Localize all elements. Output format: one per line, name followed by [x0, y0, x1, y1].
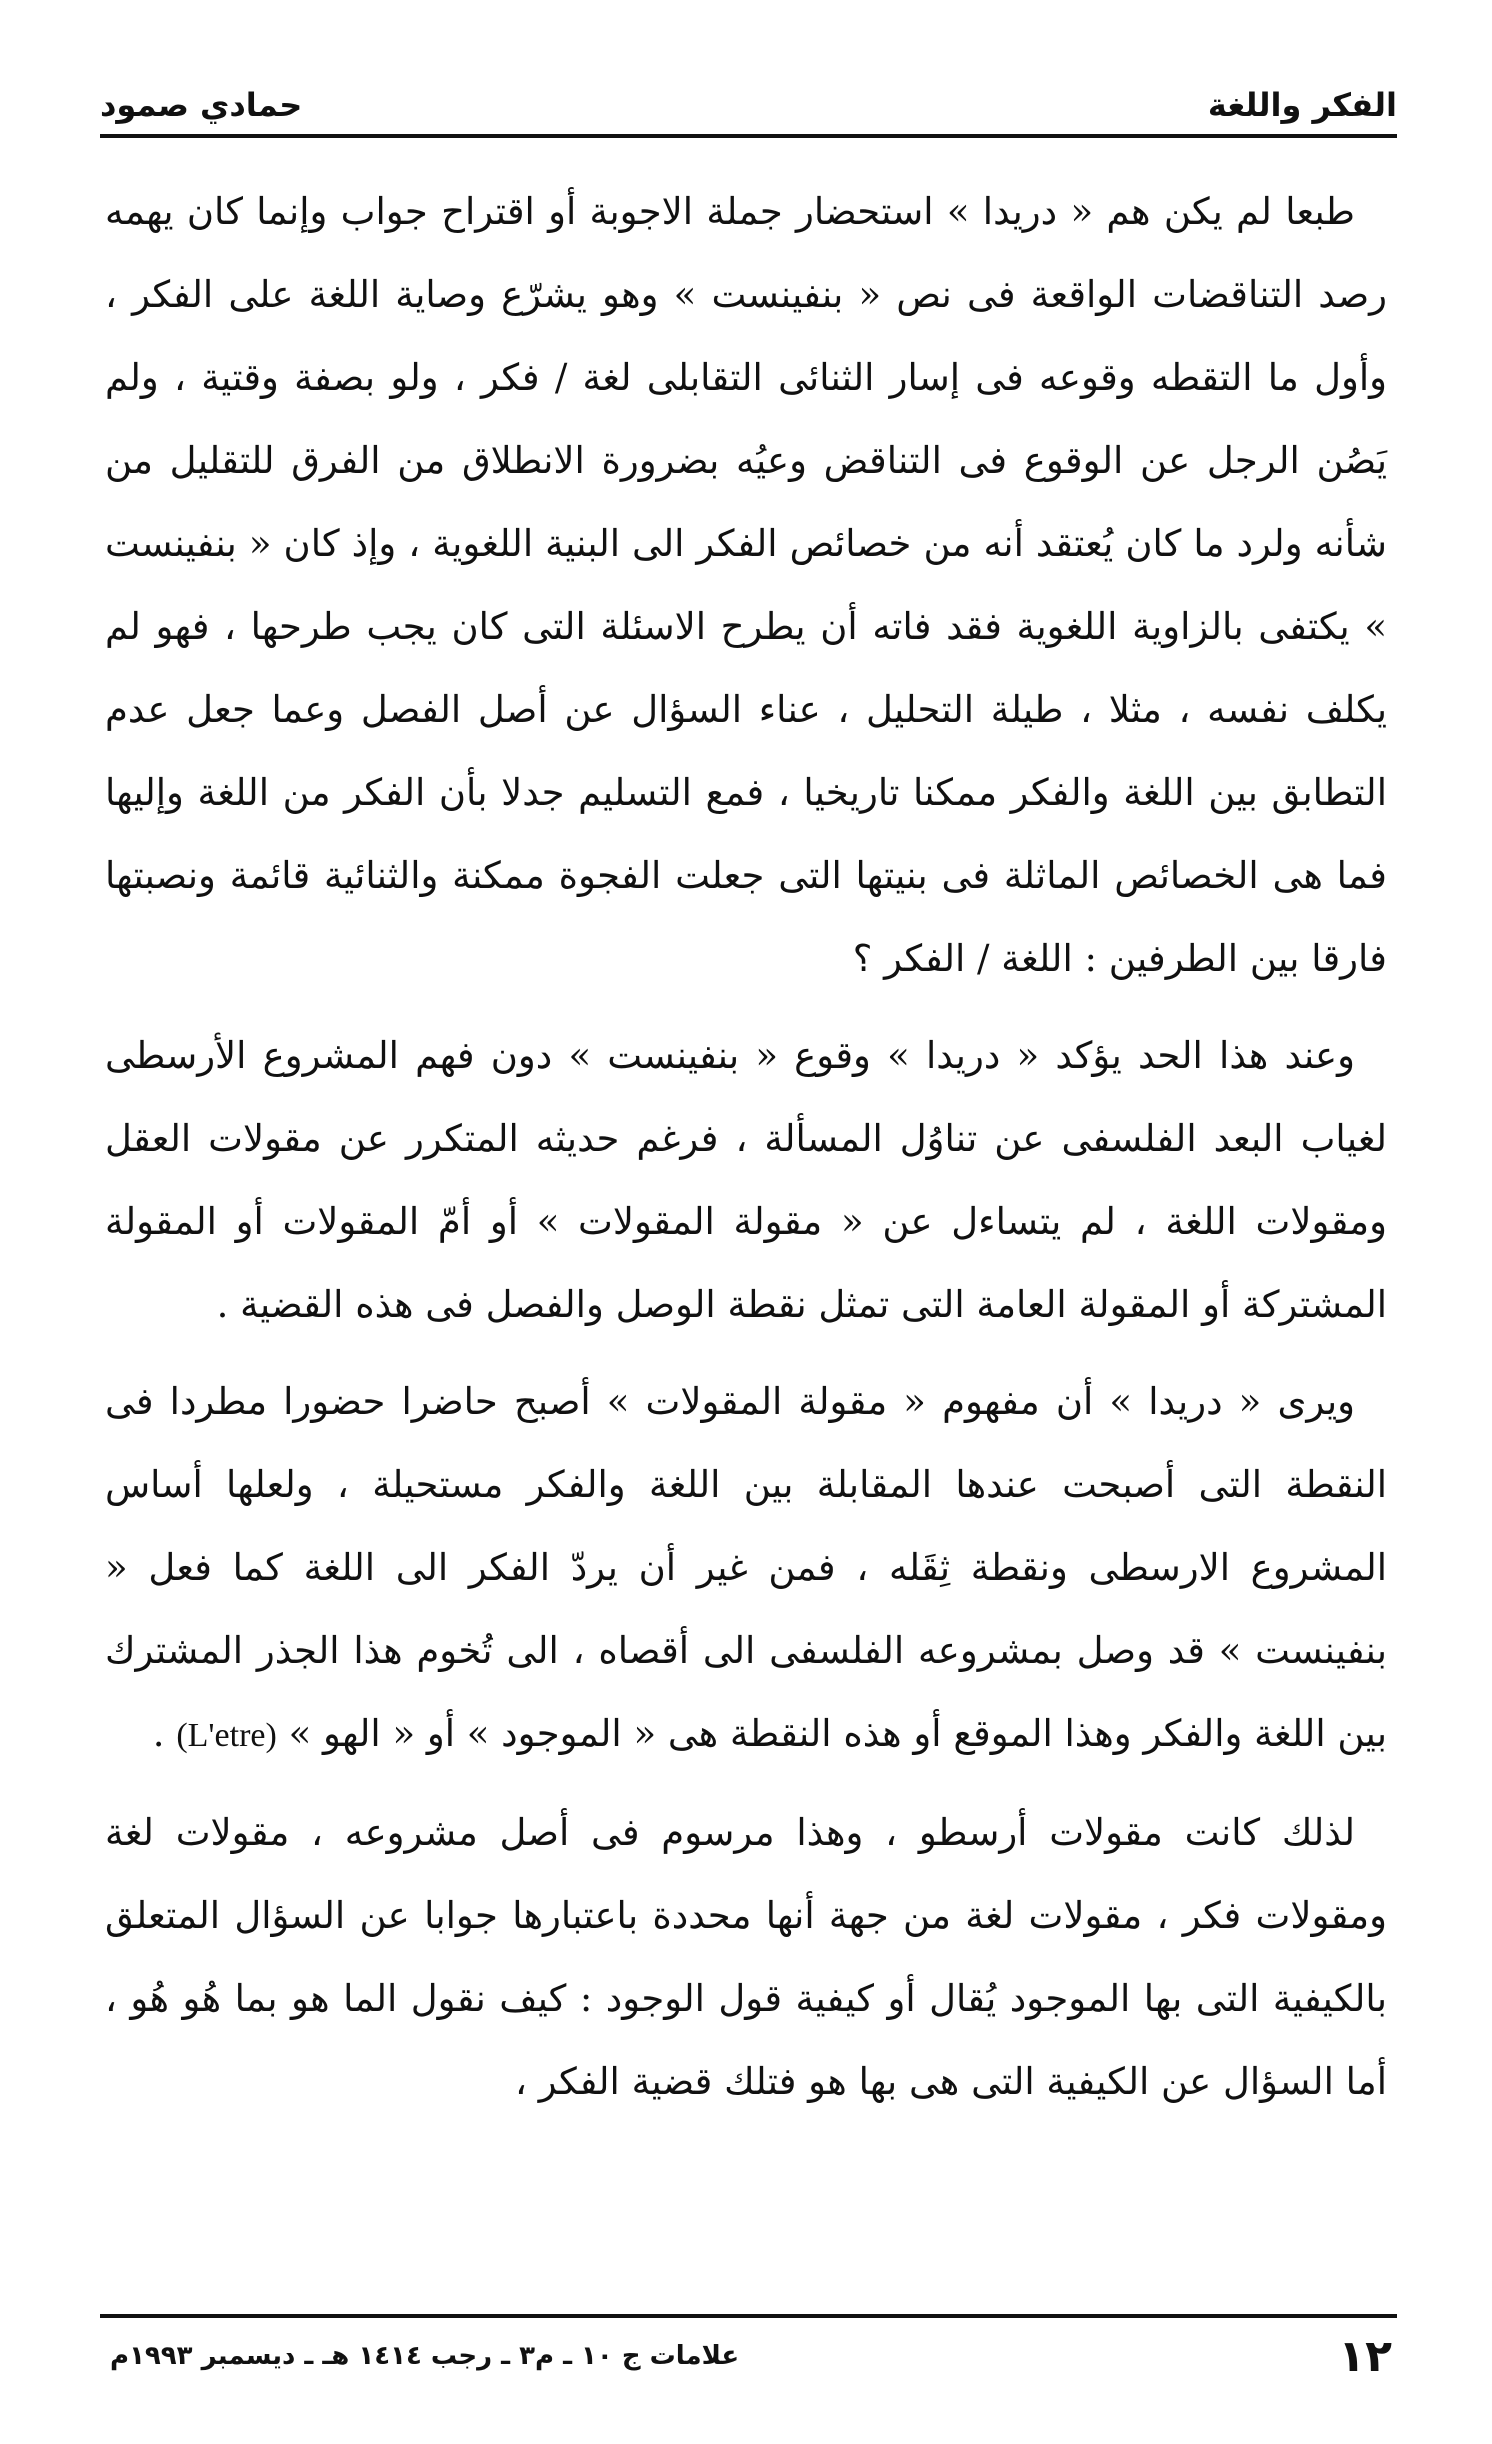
paragraph-3 [105, 1360, 1387, 1777]
paragraph-3-text: ويرى « دريدا » أن مفهوم « مقولة المقولات » أصبح حاضرا حضورا مطردا فى النقطة التى أصبحت عندها المقابلة بين اللغة والفكر مستحيلة ، ولعلها أساس المشروع الارسطى ونقطة ثِقَله ، فمن غير أن يردّ الفكر الى اللغة كما فعل « بنفينست » قد وصل بمشروعه الفلسفى الى أقصاه ، الى تُخوم هذا الجذر المشترك بين اللغة والفكر وهذا الموقع أو هذه النقطة هى « الموجود » أو « الهو » [105, 1380, 1387, 1755]
page-number: ١٢ [1338, 2330, 1392, 2382]
latin-term: (L'etre) [176, 1717, 277, 1754]
paragraph-4: لذلك كانت مقولات أرسطو ، وهذا مرسوم فى أصل مشروعه ، مقولات لغة ومقولات فكر ، مقولات لغة من جهة أنها محددة باعتبارها جوابا عن السؤال المتعلق بالكيفية التى بها الموجود يُقال أو كيفية قول الوجود : كيف نقول الما هو بما هُو هُو ، أما السؤال عن الكيفية التى هى بها هو فتلك قضية الفكر ، [105, 1811, 1387, 2103]
page-footer [110, 2326, 1392, 2386]
running-title: الفكر واللغة [1207, 86, 1397, 124]
header-divider [100, 134, 1397, 138]
body-text [105, 170, 1387, 2260]
page-header [100, 60, 1397, 124]
latin-term-suffix: . [152, 1712, 165, 1755]
author-name: حمادي صمود [100, 86, 303, 124]
paragraph-1: طبعا لم يكن هم « دريدا » استحضار جملة الاجوبة أو اقتراح جواب وإنما كان يهمه رصد التناقضات الواقعة فى نص « بنفينست » وهو يشرّع وصاية اللغة على الفكر ، وأول ما التقطه وقوعه فى إسار الثنائى التقابلى لغة / فكر ، ولو بصفة وقتية ، ولم يَصُن الرجل عن الوقوع فى التناقض وعيُه بضرورة الانطلاق من الفرق للتقليل من شأنه ولرد ما كان يُعتقد أنه من خصائص الفكر الى البنية اللغوية ، وإذ كان « بنفينست » يكتفى بالزاوية اللغوية فقد فاته أن يطرح الاسئلة التى كان يجب طرحها ، فهو لم يكلف نفسه ، مثلا ، طيلة التحليل ، عناء السؤال عن أصل الفصل وعما جعل عدم التطابق بين اللغة والفكر ممكنا تاريخيا ، فمع التسليم جدلا بأن الفكر من اللغة وإليها فما هى الخصائص الماثلة فى بنيتها التى جعلت الفجوة ممكنة والثنائية قائمة ونصبتها فارقا بين الطرفين : اللغة / الفكر ؟ [105, 190, 1387, 980]
paragraph-2: وعند هذا الحد يؤكد « دريدا » وقوع « بنفينست » دون فهم المشروع الأرسطى لغياب البعد الفلسفى عن تناوُل المسألة ، فرغم حديثه المتكرر عن مقولات العقل ومقولات اللغة ، لم يتساءل عن « مقولة المقولات » أو أمّ المقولات أو المقولة المشتركة أو المقولة العامة التى تمثل نقطة الوصل والفصل فى هذه القضية . [105, 1034, 1387, 1326]
footer-divider [100, 2314, 1397, 2318]
journal-info: علامات ج ١٠ ـ م٣ ـ رجب ١٤١٤ هـ ـ ديسمبر ١٩٩٣م [110, 2341, 740, 2371]
